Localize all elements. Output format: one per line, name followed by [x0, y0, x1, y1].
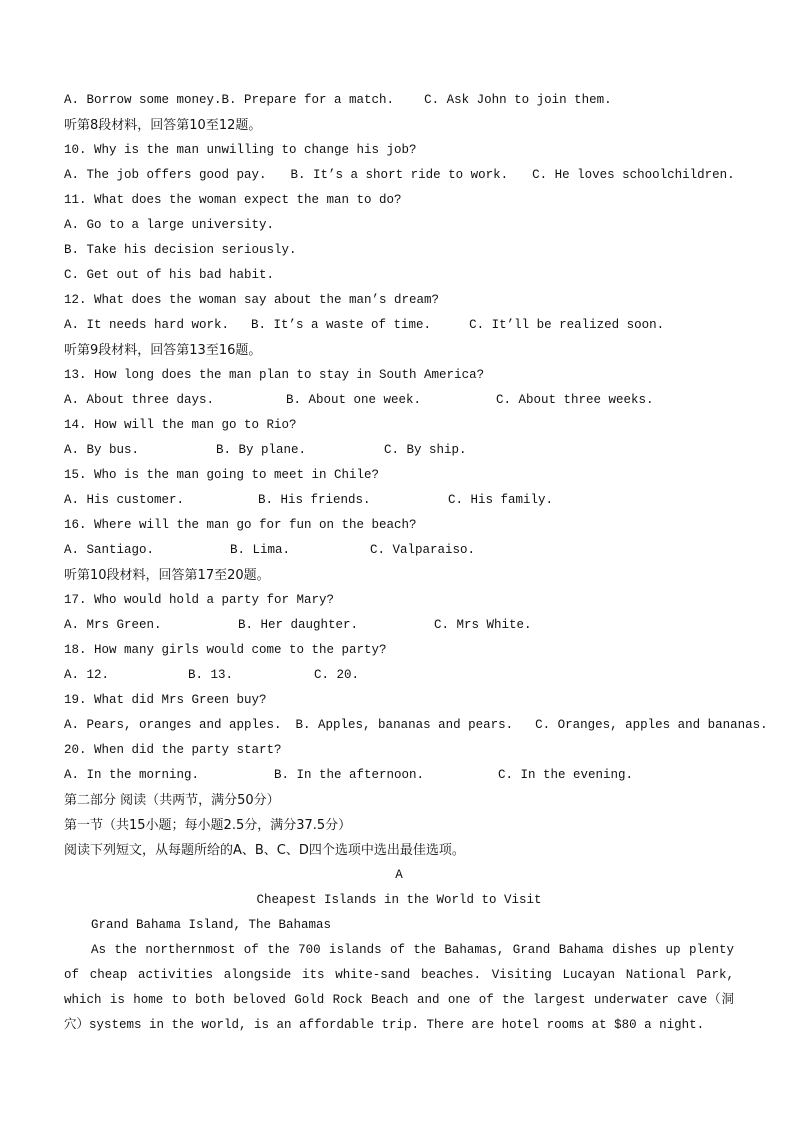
q9-options — [64, 88, 734, 113]
passage-letter: A — [395, 868, 403, 882]
q19-option-a: A. Pears, oranges and apples. — [64, 718, 282, 732]
q9-option-b: B. Prepare for a match. — [221, 93, 395, 107]
reading-directions: 阅读下列短文，从每题所给的A、B、C、D四个选项中选出最佳选项。 — [64, 843, 465, 858]
instruction-section-8: 听第8段材料，回答第10至12题。 — [64, 118, 262, 133]
q19-options — [64, 713, 768, 738]
q12-stem: 12. What does the woman say about the man’s dream? — [64, 293, 440, 307]
passage-paragraph: As the northernmost of the 700 islands of the Bahamas, Grand Bahama dishes up plenty of cheap activities alongside its white-sand beaches. Visiting Lucayan National Park, which is home to both beloved Gold Rock Beach and one of the largest underwater cave（洞穴）systems in the world, is an affordable trip. There are hotel rooms at $80 a night. — [64, 943, 734, 1032]
q20-option-a: A. In the morning. — [64, 768, 200, 782]
q17-options — [64, 613, 734, 638]
q16-options — [64, 538, 734, 563]
q15-options — [64, 488, 734, 513]
q12-option-a: A. It needs hard work. — [64, 318, 230, 332]
q20-option-b: B. In the afternoon. — [274, 768, 425, 782]
q18-stem: 18. How many girls would come to the party? — [64, 643, 387, 657]
q18-option-b: B. 13. — [188, 668, 234, 682]
q19-option-c: C. Oranges, apples and bananas. — [535, 718, 768, 732]
q15-stem: 15. Who is the man going to meet in Chile? — [64, 468, 380, 482]
q18-option-c: C. 20. — [314, 668, 360, 682]
q9-option-a: A. Borrow some money. — [64, 93, 222, 107]
q15-option-a: A. His customer. — [64, 493, 185, 507]
q17-option-c: C. Mrs White. — [434, 618, 532, 632]
q16-option-a: A. Santiago. — [64, 543, 155, 557]
q13-option-a: A. About three days. — [64, 393, 215, 407]
q13-options — [64, 388, 734, 413]
q18-option-a: A. 12. — [64, 668, 110, 682]
q11-stem: 11. What does the woman expect the man to do? — [64, 193, 402, 207]
q12-option-b: B. It’s a waste of time. — [251, 318, 432, 332]
instruction-section-10: 听第10段材料，回答第17至20题。 — [64, 568, 270, 583]
q11-option-b: B. Take his decision seriously. — [64, 243, 297, 257]
q11-option-a: A. Go to a large university. — [64, 218, 275, 232]
part-two-title: 第二部分 阅读（共两节，满分50分） — [64, 793, 280, 808]
q9-option-c: C. Ask John to join them. — [424, 93, 612, 107]
passage-subheading: Grand Bahama Island, The Bahamas — [91, 918, 332, 932]
passage-title: Cheapest Islands in the World to Visit — [256, 893, 542, 907]
q12-options — [64, 313, 734, 338]
q11-option-c: C. Get out of his bad habit. — [64, 268, 275, 282]
exam-page — [64, 88, 768, 1038]
q20-stem: 20. When did the party start? — [64, 743, 282, 757]
q10-options — [64, 163, 734, 188]
q17-option-b: B. Her daughter. — [238, 618, 359, 632]
section-one-title: 第一节（共15小题；每小题2.5分，满分37.5分） — [64, 818, 352, 833]
q14-option-c: C. By ship. — [384, 443, 467, 457]
q19-stem: 19. What did Mrs Green buy? — [64, 693, 267, 707]
q18-options — [64, 663, 734, 688]
q16-option-b: B. Lima. — [230, 543, 291, 557]
q10-stem: 10. Why is the man unwilling to change his job? — [64, 143, 417, 157]
q13-option-c: C. About three weeks. — [496, 393, 654, 407]
q14-options — [64, 438, 734, 463]
q10-option-b: B. It’s a short ride to work. — [290, 168, 509, 182]
q14-stem: 14. How will the man go to Rio? — [64, 418, 297, 432]
q14-option-b: B. By plane. — [216, 443, 307, 457]
q20-options — [64, 763, 734, 788]
q13-stem: 13. How long does the man plan to stay in South America? — [64, 368, 485, 382]
q16-option-c: C. Valparaiso. — [370, 543, 476, 557]
q12-option-c: C. It’ll be realized soon. — [469, 318, 665, 332]
q14-option-a: A. By bus. — [64, 443, 140, 457]
q16-stem: 16. Where will the man go for fun on the beach? — [64, 518, 417, 532]
q19-option-b: B. Apples, bananas and pears. — [295, 718, 514, 732]
q13-option-b: B. About one week. — [286, 393, 422, 407]
q10-option-c: C. He loves schoolchildren. — [532, 168, 735, 182]
instruction-section-9: 听第9段材料，回答第13至16题。 — [64, 343, 262, 358]
q20-option-c: C. In the evening. — [498, 768, 634, 782]
q17-stem: 17. Who would hold a party for Mary? — [64, 593, 335, 607]
q15-option-c: C. His family. — [448, 493, 554, 507]
q15-option-b: B. His friends. — [258, 493, 371, 507]
q10-option-a: A. The job offers good pay. — [64, 168, 267, 182]
q17-option-a: A. Mrs Green. — [64, 618, 162, 632]
